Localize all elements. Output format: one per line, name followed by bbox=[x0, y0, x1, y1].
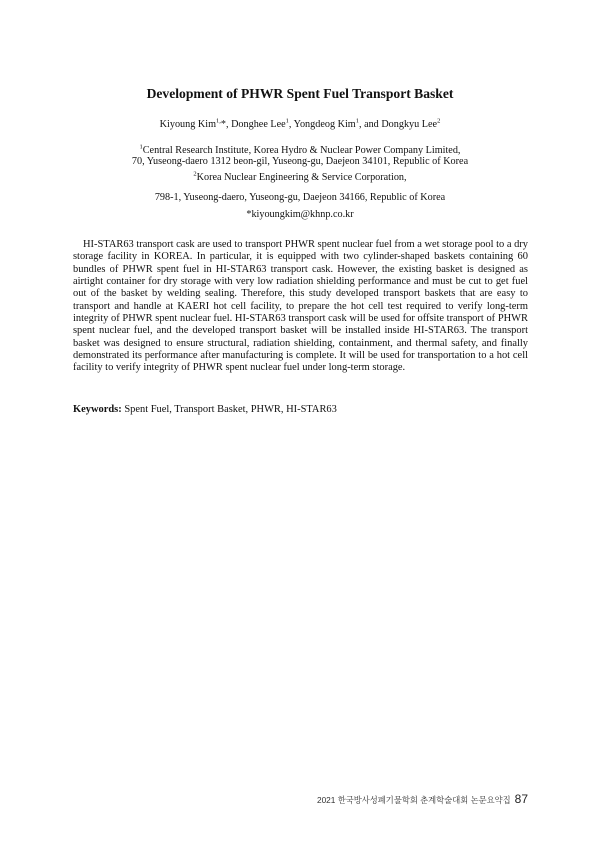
affiliation-mark: 1 bbox=[139, 143, 143, 151]
affiliation-mark: 2 bbox=[193, 170, 197, 178]
author-name: Donghee Lee bbox=[231, 119, 286, 130]
affiliation-1-line-1 bbox=[0, 145, 600, 156]
author-affiliation-mark: 1 bbox=[355, 117, 359, 125]
affiliation-text: Korea Nuclear Engineering & Service Corporation, bbox=[196, 172, 407, 183]
author-separator: , bbox=[288, 119, 294, 130]
abstract-text: HI-STAR63 transport cask are used to transport PHWR spent nuclear fuel from a wet storage pool to a dry storage facility in KOREA. In particular, it is equipped with two cylinder-shaped baskets containing 60 bundles of PHWR spent fuel in HI-STAR63 transport cask. However, the existing basket is designed as airtight container for dry storage with very low radiation shielding performance and must be cut to get fuel out of the basket by welding sealing. Therefore, this study developed transport baskets that are easy to transport and handle at KAERI hot cell facility, to prepare the hot cell test required to verify long-term integrity of PHWR spent nuclear fuel. HI-STAR63 transport cask will be used for offsite transport of PHWR spent nuclear fuel, and the developed transport basket will be installed inside HI-STAR63. The transport basket was designed to ensure structural, radiation shielding, containment, and thermal safety, and finally demonstrated its performance after manufacturing is complete. It will be used for transportation to a hot cell facility to verify integrity of PHWR spent nuclear fuel under long-term storage. bbox=[73, 239, 528, 374]
author-separator: *, bbox=[220, 119, 232, 130]
page-footer bbox=[317, 792, 528, 806]
page-number: 87 bbox=[514, 792, 528, 806]
affiliation-1-line-2: 70, Yuseong-daero 1312 beon-gil, Yuseong-gu, Daejeon 34101, Republic of Korea bbox=[131, 156, 469, 167]
author-name: Yongdeog Kim bbox=[293, 119, 356, 130]
affiliation-text: Central Research Institute, Korea Hydro & Nuclear Power Company Limited, bbox=[142, 145, 461, 156]
proceedings-title: 2021 한국방사성폐기물학회 춘계학술대회 논문요약집 bbox=[316, 795, 511, 805]
keywords-text: Spent Fuel, Transport Basket, PHWR, HI-STAR63 bbox=[121, 404, 337, 415]
author-affiliation-mark: 1 bbox=[285, 117, 289, 125]
author-affiliation-mark: 1, bbox=[216, 117, 221, 125]
author-name: Dongkyu Lee bbox=[381, 119, 438, 130]
author-name: Kiyoung Kim bbox=[159, 119, 216, 130]
paper-title: Development of PHWR Spent Fuel Transport Basket bbox=[146, 86, 454, 101]
keywords-label: Keywords: bbox=[73, 404, 122, 415]
author-separator: , and bbox=[358, 119, 382, 130]
affiliation-2-line-2: 798-1, Yuseong-daero, Yuseong-gu, Daejeon 34166, Republic of Korea bbox=[154, 192, 446, 203]
author-list bbox=[0, 119, 600, 130]
author-affiliation-mark: 2 bbox=[437, 117, 441, 125]
keywords-line bbox=[73, 404, 528, 415]
corresponding-email: *kiyoungkim@khnp.co.kr bbox=[246, 209, 354, 220]
affiliation-2-line-1 bbox=[0, 172, 600, 183]
